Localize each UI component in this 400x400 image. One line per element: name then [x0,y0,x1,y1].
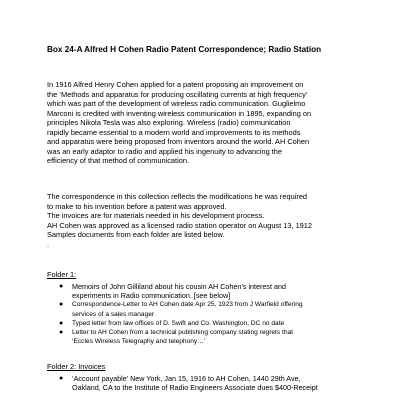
list-item-line: ‘Eccles Wireless Telegraphy and telephony…’ [72,338,206,346]
list-item-line: Correspondence-Letter to AH Cohen date Apr 25, 1923 from J Warfield offering [72,301,303,309]
collection-line: The invoices are for materials needed in his development process. [47,211,265,220]
folder-2-list [47,374,367,392]
folder-2-suffix: : Invoices [74,362,106,371]
list-item [47,282,367,300]
intro-line: the ‘Methods and apparatus for producing oscillating currents at high frequency’ [47,89,308,99]
intro-line: In 1916 Alfred Henry Cohen applied for a patent proposing an improvement on [47,80,304,89]
folder-2-heading [47,362,105,371]
list-item-line: services of a sales manager [72,310,155,318]
list-item-line: Letter to AH Cohen from a technical publishing company stating regrets that [72,329,294,337]
intro-line: Marconi is credited with inventing wireless communication in 1895, expanding on [47,108,312,118]
intro-line: efficiency of that method of communication. [47,156,190,165]
collection-line: . [47,239,50,249]
list-item-line: experiments in Radio communication. [see below] [72,291,231,301]
intro-line: was an early adaptor to radio and applied his ingenuity to advancing the [47,146,283,156]
bullet-icon: ● [59,375,64,382]
document-title: Box 24-A Alfred H Cohen Radio Patent Correspondence; Radio Station [47,45,322,54]
list-item-line: Typed letter from law offices of D. Swift and Co. Washington, DC no date [72,319,285,327]
list-item-line: Oakland, CA to the Institute of Radio Engineers Associate dues $400-Receipt [72,383,318,393]
bullet-icon: ● [59,329,64,337]
folder-1-heading [47,270,76,279]
bullet-icon: ● [59,319,64,327]
intro-line: which was part of the development of wireless radio communication. Guglielmo [47,99,306,108]
list-item [47,374,367,392]
intro-line: principles Nikola Tesla was also exploring. Wireless (radio) communication [47,118,291,127]
collection-line: The correspondence in this collection reflects the modifications he was required [47,192,308,201]
list-item [47,319,367,328]
intro-line: rapidly became essential to a modern world and improvements to its methods [47,127,301,137]
folder-1-label: Folder 1 [47,270,75,279]
list-item-line: ‘Account payable’ New York, Jan 15, 1916 to AH Cohen, 1440 29th Ave, [72,374,301,383]
collection-paragraph [47,192,365,249]
list-item [47,300,367,318]
folder-1-list [47,282,367,346]
collection-line: to make to his invention before a patent was approved. [47,201,227,211]
folder-1-suffix: : [74,270,77,279]
collection-line: AH Cohen was approved as a licensed radio station operator on August 13, 1912 [47,220,313,230]
list-item [47,328,367,346]
intro-paragraph [47,80,365,166]
bullet-icon: ● [59,301,64,309]
folder-2-label: Folder 2 [47,362,75,371]
list-item-line: Memoirs of John Gilliland about his cousin AH Cohen’s interest and [72,282,287,291]
intro-line: and apparatus were being proposed from inventors around the world. AH Cohen [47,137,310,146]
collection-line: Samples documents from each folder are listed below. [47,230,225,239]
bullet-icon: ● [59,283,64,290]
